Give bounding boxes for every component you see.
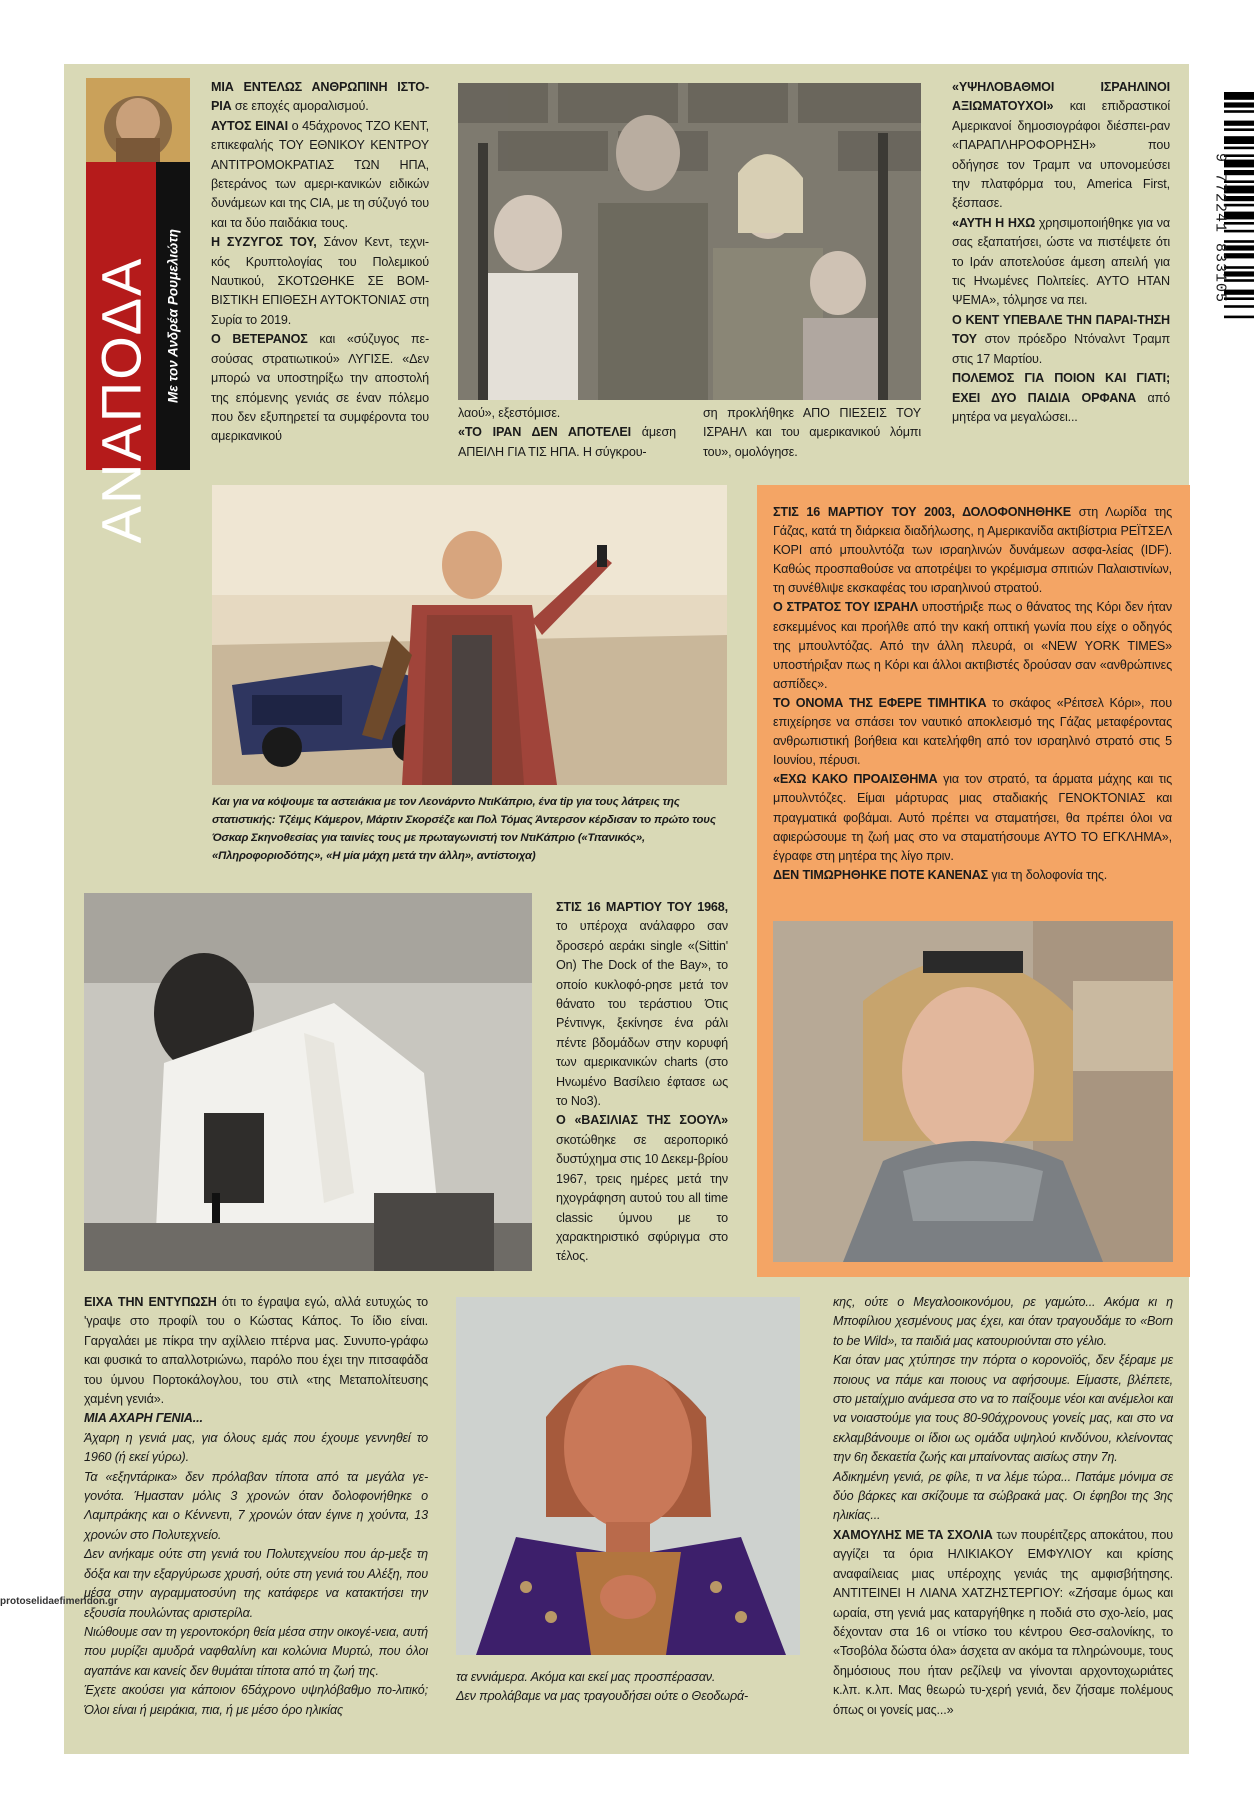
text-run: το υπέροχα ανάλαφρο σαν δροσερό αεράκι single «(Sittin' On) The Dock of the Bay», το οποίο κυκλοφό-ρησε μετά τον θάνατο του τεράστιου Ότις Ρέντινγκ, ξεκίνησε ένα ράλι πέντε βδομάδων στην κορυφή των αμερικανικών charts (στο Ηνωμένο Βασίλειο έφτασε ως το Νο3).: [556, 919, 728, 1109]
brand-band: [86, 162, 156, 544]
text-run: ση προκλήθηκε ΑΠΟ ΠΙΕΣΕΙΣ ΤΟΥ ΙΣΡΑΗΛ και του αμερικανικού λόμπι του», ομολόγησε.: [703, 406, 921, 459]
emphasis-run: Ο ΣΤΡΑΤΟΣ ΤΟΥ ΙΣΡΑΗΛ: [773, 600, 918, 615]
emphasis-run: Δεν προλάβαμε να μας τραγουδήσει ούτε ο Θεοδωρά-: [456, 1689, 749, 1704]
author-photo: [86, 78, 190, 162]
text-run: ότι το έγραψα εγώ, αλλά ευτυχώς το 'γραψε στο προφίλ του ο Κώστας Κάπος. Το ίδιο είναι. Γαργαλάει με πίκρα την αχίλλειο πτέρνα μας. Συνυπο-γράφω και φυσικά το απαλλοτριώνω, παρόλο που έχει την πιτσαφάδα του ύμνου Πορτοκάλογλου, του στιλ «της Μεταπολίτευσης χαμένη γενιά».: [84, 1295, 428, 1407]
emphasis-run: ΔΕΝ ΤΙΜΩΡΗΘΗΚΕ ΠΟΤΕ ΚΑΝΕΝΑΣ: [773, 867, 989, 882]
text-run: λαού», εξεστόμισε.: [458, 406, 561, 420]
text-run: και επιδραστικοί Αμερικανοί δημοσιογράφοι διέσπει-ραν «ΠΑΡΑΠΛΗΡΟΦΟΡΗΣΗ» που οδήγησε τον Τραμπ να υπονομεύσει την πλατφόρμα του, America First, ξέσπασε.: [952, 99, 1170, 211]
paragraph: [84, 1545, 428, 1623]
text-run: σκοτώθηκε σε αεροπορικό δυστύχημα στις 10 Δεκεμ-βρίου 1967, τρεις ημέρες μετά την ηχογράφηση αυτού του all time classic ύμνου με το χαρακτηριστικό σφύριγμα στο τέλος.: [556, 1132, 728, 1264]
paragraph: [773, 598, 1172, 693]
paragraph: [556, 1111, 728, 1266]
paragraph: [833, 1526, 1173, 1720]
paragraph: [833, 1293, 1173, 1351]
text-run: των πουρέιτζερς αποκάτου, που αγγίζει τα όρια ΗΛΙΚΙΑΚΟΥ ΕΜΦΥΛΙΟΥ και κρίσης αναφαίλειας μιας υπέροχης γενιάς της αμφισβήτησης. ΑΝΤΙΤΕΙΝΕΙ Η ΛΙΑΝΑ ΧΑΤΖΗΣΤΕΡΓΙΟΥ: «Ζήσαμε όμως και ωραία, στη γενιά μας καταργήθηκε η ποδιά στο σχο-λείο, μας δέχονταν στα 16 οι ντίσκο του κέντρου Θεσ-σαλονίκης, το «Τσοβόλα δώστα όλα» άσχετα αν ακόμα τα πληρώνουμε, τους δημόσιους που ήταν ρεζίλεψ να γίνονται αρχοντοχωριάτες κ.λπ. κ.λπ. Μας θεωρώ τυ-χερή γενιά, δεν ζήσαμε πολέμους όπως οι γονείς μας...»: [833, 1527, 1173, 1717]
paragraph: [952, 214, 1170, 311]
emphasis-run: «ΑΥΤΗ Η ΗΧΩ: [952, 215, 1036, 230]
paragraph: [952, 311, 1170, 369]
text-run: σε εποχές αμοραλισμού.: [231, 99, 369, 114]
paragraph: [773, 770, 1172, 865]
kent-family-photo: [458, 83, 921, 400]
paragraph: [833, 1468, 1173, 1526]
paragraph: [211, 233, 429, 330]
paragraph: [458, 404, 676, 423]
text-run: άμεση ΑΠΕΙΛΗ ΓΙΑ ΤΙΣ ΗΠΑ. Η σύγκρου-: [458, 425, 676, 459]
text-run: χρησιμοποιήθηκε για να σας εξαπατήσει, ώστε να πιστέψετε ότι το Ιράν αποτελούσε άμεση απειλή για τις Ηνωμένες Πολιτείες. ΑΥΤΟ ΗΤΑΝ ΨΕΜΑ», τόλμησε να πει.: [952, 215, 1170, 308]
dicaprio-caption: Και για να κόψουμε τα αστειάκια με τον Λεονάρντο ΝτιΚάπριο, ένα tip για τους λάτρεις της στατιστικής: Τζέιμς Κάμερον, Μάρτιν Σκορσέζε και Πολ Τόμας Άντερσον κέρδισαν το πρώτο τους Όσκαρ Σκηνοθεσίας για ταινίες τους με πρωταγωνιστή τον ΝτιΚάπριο («Τιτανικός», «Πληροφοριοδότης», «Η μία μάχη μετά την άλλη», αντίστοιχα): [212, 796, 716, 862]
paragraph: [952, 369, 1170, 427]
paragraph: [556, 898, 728, 1111]
rachel-corrie-photo: [773, 921, 1173, 1262]
article-otis-text: [556, 898, 728, 1267]
emphasis-run: Άχαρη η γενιά μας, για όλους εμάς που έχουμε γεννηθεί το 1960 (ή εκεί γύρω).: [84, 1430, 428, 1465]
emphasis-run: ΧΑΜΟΥΛΗΣ ΜΕ ΤΑ ΣΧΟΛΙΑ: [833, 1527, 993, 1542]
paragraph: [952, 78, 1170, 214]
paragraph: [456, 1668, 800, 1687]
article-generation-right: [833, 1293, 1173, 1720]
article-corrie-text: [773, 503, 1172, 885]
paragraph: [456, 1687, 800, 1706]
emphasis-run: ΠΟΛΕΜΟΣ ΓΙΑ ΠΟΙΟΝ ΚΑΙ ΓΙΑΤΙ; ΕΧΕΙ ΔΥΟ ΠΑΙΔΙΑ ΟΡΦΑΝΑ: [952, 371, 1170, 405]
article-kent-col2: [458, 404, 676, 462]
emphasis-run: τα εννιάμερα. Ακόμα και εκεί μας προσπέρασαν.: [456, 1670, 716, 1684]
emphasis-run: ΕΙΧΑ ΤΗΝ ΕΝΤΥΠΩΣΗ: [84, 1295, 217, 1309]
article-generation-left: [84, 1293, 428, 1720]
emphasis-run: Ο ΚΕΝΤ ΥΠΕΒΑΛΕ ΤΗΝ ΠΑΡΑΙ-ΤΗΣΗ ΤΟΥ: [952, 312, 1170, 347]
text-run: για τον στρατό, τα άρματα μάχης και τις μπουλντόζες. Είμαι μάρτυρας μιας σταδιακής ΓΕΝΟΚΤΟΝΙΑΣ και πραγματικά φοβάμαι. Αυτό πρέπει να σταματήσει, θα πρέπει όλοι να αφιερώσουμε τη ζωή μας στο να σταματήσουμε ΑΥΤΟ ΤΟ ΕΓΚΛΗΜΑ», έγραφε στη μητέρα της λίγο πριν.: [773, 772, 1173, 863]
byline-band: [156, 162, 190, 470]
watermark: protoselidaefimeridon.gr: [0, 1596, 118, 1607]
paragraph: [84, 1623, 428, 1681]
article-kent-col3: [703, 404, 921, 462]
emphasis-run: Ο ΒΕΤΕΡΑΝΟΣ: [211, 332, 308, 347]
paragraph: [703, 404, 921, 462]
dicaprio-photo: [212, 485, 727, 785]
otis-redding-photo: [84, 893, 532, 1271]
text-run: για τη δολοφονία της.: [988, 867, 1108, 882]
emphasis-run: «ΥΨΗΛΟΒΑΘΜΟΙ ΙΣΡΑΗΛΙΝΟΙ ΑΞΙΩΜΑΤΟΥΧΟΙ»: [952, 80, 1170, 114]
emphasis-run: Και όταν μας χτύπησε την πόρτα ο κορονοϊός, δεν ξέραμε με ποιους να πάμε και ποιους να αφήσουμε. Είμαστε, βλέπετε, στο μεταίχμιο ανάμεσα στο να το παίξουμε νέοι και ανέμελοι και να νοιαστούμε για τους 80-90άχρονους γονείς μας, και στο να εκλαμβάνουμε οι ίδιοι ως ομάδα υψηλού κινδύνου, κλείνοντας την 6η δεκαετία ζωής και μπαίνοντας αισίως στην 7η.: [833, 1353, 1173, 1465]
paragraph: [458, 423, 676, 462]
emphasis-run: ΤΟ ΟΝΟΜΑ ΤΗΣ ΕΦΕΡΕ ΤΙΜΗΤΙΚΑ: [773, 695, 987, 710]
paragraph: [211, 330, 429, 446]
emphasis-run: Η ΣΥΖΥΓΟΣ ΤΟΥ,: [211, 235, 317, 250]
text-run: από μητέρα να μεγαλώσει...: [952, 390, 1170, 424]
emphasis-run: ΑΥΤΟΣ ΕΙΝΑΙ: [211, 118, 288, 133]
text-run: στον πρόεδρο Ντόναλντ Τραμπ στις 17 Μαρτίου.: [952, 332, 1170, 366]
text-run: και «σύζυγος πε-σούσας στρατιωτικού» ΛΥΓΙΣΕ. «Δεν μπορώ να υποστηρίξω την αποστολή της επόμενης γενιάς σε έναν πόλεμο που δεν εξυπηρετεί τα συμφέροντα του αμερικανικού: [211, 332, 430, 444]
paragraph: [211, 117, 429, 233]
paragraph: [773, 866, 1172, 885]
paragraph: [833, 1351, 1173, 1467]
emphasis-run: Έχετε ακούσει για κάποιον 65άχρονο υψηλόβαθμο πο-λιτικό; Όλοι είναι ή μειράκια, πια, ή με μέσο όρο ηλικίας: [84, 1683, 428, 1717]
emphasis-run: Νιώθουμε σαν τη γεροντοκόρη θεία μέσα στην οικογέ-νεια, αυτή που μυρίζει αμυδρά ναφθαλίνη και κολώνια Μυρτώ, που όλοι αγαπάνε και κανείς δεν θυμάται τίποτα από τη ζωή της.: [84, 1624, 428, 1678]
emphasis-run: «ΤΟ ΙΡΑΝ ΔΕΝ ΑΠΟΤΕΛΕΙ: [458, 425, 632, 440]
emphasis-run: ΜΙΑ ΕΝΤΕΛΩΣ ΑΝΘΡΩΠΙΝΗ ΙΣΤΟ-ΡΙΑ: [211, 80, 429, 114]
text-run: στη Λωρίδα της Γάζας, κατά τη διάρκεια διαδήλωσης, η Αμερικανίδα ακτιβίστρια ΡΕΪΤΣΕΛ ΚΟΡΙ από μπουλντόζα των ισραηλινών δυνάμεων ασφα-λείας (IDF). Καθώς προσπαθούσε να αποτρέψει το γκρέμισμα σπιτιών Παλαιστινίων, τη συνέθλιψε εκσκαφέας του ισραηλινού στρατού.: [773, 505, 1172, 596]
emphasis-run: «ΕΧΩ ΚΑΚΟ ΠΡΟΑΙΣΘΗΜΑ: [773, 772, 938, 787]
column-byline: Με τον Ανδρέα Ρουμελιώτη: [165, 229, 181, 403]
paragraph: [773, 694, 1172, 770]
column-title: ΑΝΑΠΟΔΑ: [89, 256, 153, 544]
emphasis-run: Τα «εξηντάρικα» δεν πρόλαβαν τίποτα από τα μεγάλα γε-γονότα. Ήμασταν μόλις 3 χρονών όταν δολοφονήθηκε ο Λαμπράκης και ο Κέννεντι, 7 χρονών όταν έγινε η χούντα, 13 χρονών στο Πολυτεχνείο.: [84, 1469, 428, 1542]
column-header: [86, 78, 190, 544]
paragraph: [211, 78, 429, 117]
text-run: Σάνον Κεντ, τεχνι-κός Κρυπτολογίας του Πολεμικού Ναυτικού, ΣΚΟΤΩΘΗΚΕ ΣΕ ΒΟΜ-ΒΙΣΤΙΚΗ ΕΠΙΘΕΣΗ ΑΥΤΟΚΤΟΝΙΑΣ στη Συρία το 2019.: [211, 235, 429, 327]
actor-photo: [456, 1297, 800, 1655]
emphasis-run: Δεν ανήκαμε ούτε στη γενιά του Πολυτεχνείου που άρ-μεξε τη δόξα και την εξαργύρωσε χρυσή, ούτε στη γενιά του Αλέξη, που μέσα στην αγραμματοσύνη της κατάφερε να κατακτήσει την εξουσία πουλώντας αριστερίλα.: [84, 1547, 428, 1620]
barcode-digits: 9 772241 833105: [1211, 152, 1229, 304]
paragraph: [773, 503, 1172, 598]
article-kent-col1: [211, 78, 429, 447]
paragraph: [84, 1293, 428, 1409]
barcode: [1224, 92, 1254, 368]
text-run: υποστήριξε πως ο θάνατος της Κόρι δεν ήταν εσκεμμένος και προήλθε από την κακή οπτική γωνία που είχε ο οδηγός της μπουλντόζας. Από την άλλη πλευρά, οι «NEW YORK TIMES» υποστήριξαν πως η Κόρι και άλλοι ακτιβιστές δρούσαν σαν «ανθρώπινες ασπίδες».: [773, 600, 1173, 691]
emphasis-run: ΜΙΑ ΑΧΑΡΗ ΓΕΝΙΑ...: [84, 1411, 203, 1426]
emphasis-run: Ο «ΒΑΣΙΛΙΑΣ ΤΗΣ ΣΟΟΥΛ»: [556, 1113, 728, 1128]
paragraph: [84, 1409, 428, 1428]
emphasis-run: κης, ούτε ο Μεγαλοοικονόμου, ρε γαμώτο... Ακόμα κι η Μποφίλιου χεσμένους μας έχει, και όταν τραγουδάμε το «Born to be Wild», τα παιδιά μας κατουριούνται στο γέλιο.: [833, 1295, 1173, 1348]
text-run: το σκάφος «Ρέιτσελ Κόρι», που επιχείρησε να σπάσει τον ναυτικό αποκλεισμό της Γάζας μεταφέροντας ανθρωπιστική βοήθεια και κατελήφθη από τον ισραηλινό στρατό στις 5 Ιουνίου, πέρυσι.: [773, 695, 1172, 768]
paragraph: [84, 1681, 428, 1720]
paragraph: [84, 1468, 428, 1546]
article-kent-col4: [952, 78, 1170, 427]
paragraph: [84, 1429, 428, 1468]
emphasis-run: Αδικημένη γενιά, ρε φίλε, τι να λέμε τώρα... Πατάμε μόνιμα σε δύο βάρκες και σκίζουμε τα σώβρακά μας. Οι έφηβοι της 3ης ηλικίας...: [833, 1469, 1173, 1523]
article-generation-mid: [456, 1668, 800, 1707]
text-run: ο 45άχρονος ΤΖΟ ΚΕΝΤ, επικεφαλής ΤΟΥ ΕΘΝΙΚΟΥ ΚΕΝΤΡΟΥ ΑΝΤΙΤΡΟΜΟΚΡΑΤΙΑΣ ΤΩΝ ΗΠΑ, βετεράνος των αμερι-κανικών ειδικών δυνάμεων και της CIA, με τη σύζυγό του και τα δύο παιδάκια τους.: [211, 118, 430, 230]
emphasis-run: ΣΤΙΣ 16 ΜΑΡΤΙΟΥ ΤΟΥ 1968,: [556, 900, 728, 914]
emphasis-run: ΣΤΙΣ 16 ΜΑΡΤΙΟΥ ΤΟΥ 2003, ΔΟΛΟΦΟΝΗΘΗΚΕ: [773, 505, 1072, 519]
